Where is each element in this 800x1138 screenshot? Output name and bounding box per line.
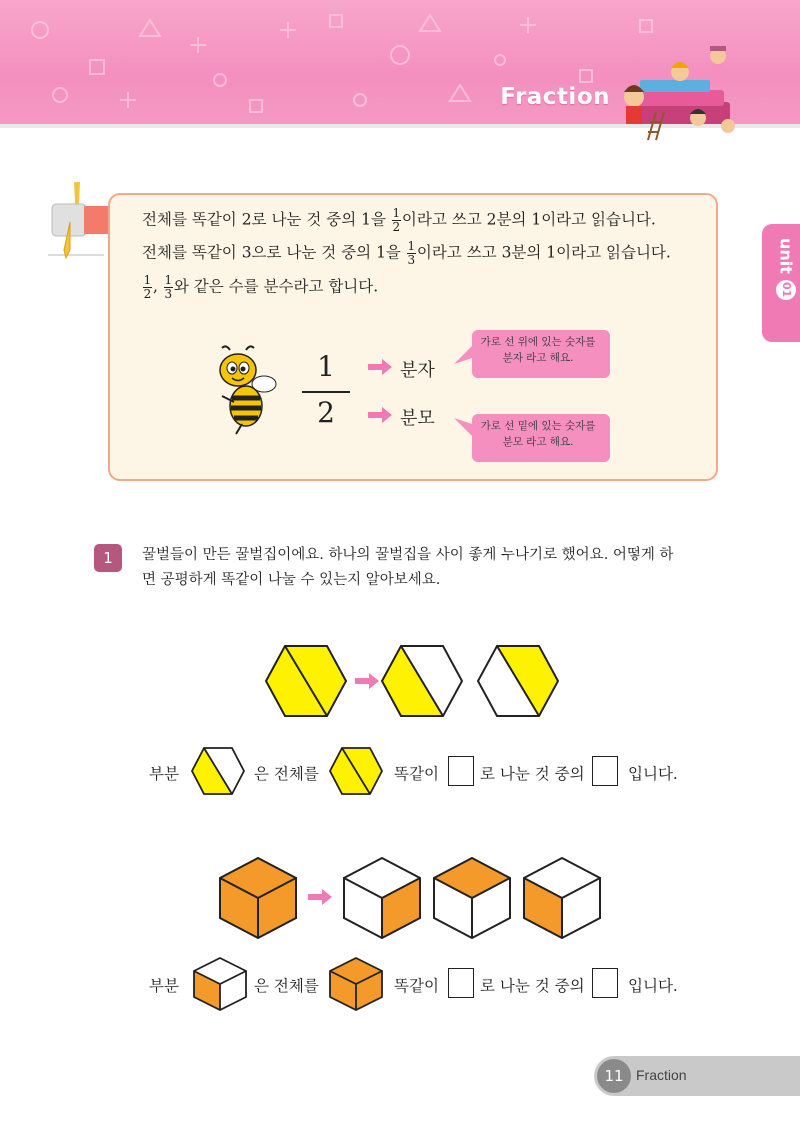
sentence-1-whole: 은 전체를 (254, 765, 319, 783)
hexagon-third-bottom-left-orange (520, 856, 604, 940)
arrow-right-icon (306, 888, 334, 906)
fraction-denominator: 2 (392, 220, 401, 234)
hexagon-whole-small-yellow (328, 746, 384, 796)
fraction-separator: , (153, 277, 163, 296)
denominator-label: 분모 (400, 408, 435, 429)
answer-blank-divisor[interactable] (448, 756, 474, 786)
unit-number: 01 (776, 280, 796, 300)
info-line-2-text-b: 이라고 쓰고 3분의 1이라고 읽습니다. (416, 243, 671, 262)
page-number: 11 (597, 1059, 631, 1093)
fraction-numerator: 1 (143, 273, 152, 287)
hexagon-half-left-yellow (380, 644, 464, 718)
sentence-2-divided: 로 나눈 것 중의 (480, 977, 585, 995)
fraction-bar (302, 391, 350, 393)
fraction-denominator: 3 (407, 253, 416, 267)
sentence-2-whole: 은 전체를 (254, 977, 319, 995)
header-title: Fraction (500, 84, 610, 110)
info-line-3 (142, 274, 378, 301)
info-line-2-text-a: 전체를 똑같이 3으로 나눈 것 중의 1을 (142, 243, 406, 262)
info-line-1-text-a: 전체를 똑같이 2로 나눈 것 중의 1을 (142, 210, 391, 229)
arrow-right-icon (353, 672, 381, 690)
fraction-numerator: 1 (164, 273, 173, 287)
arrow-right-icon (366, 406, 394, 424)
bee-mascot-icon (212, 344, 282, 436)
fraction-one-half (143, 274, 152, 301)
info-line-3-text-b: 와 같은 수를 분수라고 합니다. (173, 277, 379, 296)
sentence-2-end: 입니다. (628, 977, 678, 995)
kids-reading-illustration-icon (610, 42, 740, 142)
arrow-right-icon (366, 358, 394, 376)
sentence-1-part: 부분 (149, 765, 179, 783)
fraction-one-half (392, 207, 401, 234)
hexagon-third-bottom-right-orange (340, 856, 424, 940)
hexagon-whole-small-orange (328, 956, 384, 1012)
info-line-1-text-b: 이라고 쓰고 2분의 1이라고 읽습니다. (401, 210, 656, 229)
fraction-numerator: 1 (392, 206, 401, 220)
info-line-1 (142, 207, 656, 234)
hexagon-whole-yellow (264, 644, 348, 718)
thumbs-up-icon (44, 178, 114, 268)
fraction-denominator: 2 (143, 287, 152, 301)
unit-tab-label (771, 238, 800, 328)
speech-bubble-top-text: 가로 선 위에 있는 숫자를 분자 라고 해요. (480, 336, 596, 364)
example-numerator: 1 (317, 350, 335, 383)
unit-label: unit (776, 238, 796, 274)
answer-blank-part[interactable] (592, 756, 618, 786)
concept-info-box (108, 193, 718, 481)
sentence-1-equal: 똑같이 (394, 765, 439, 783)
sentence-1-divided: 로 나눈 것 중의 (480, 765, 585, 783)
hexagon-half-right-yellow (476, 644, 560, 718)
sentence-2-equal: 똑같이 (394, 977, 439, 995)
hexagon-whole-orange (216, 856, 300, 940)
fraction-one-third (164, 274, 173, 301)
sentence-2-part: 부분 (149, 977, 179, 995)
example-denominator: 2 (317, 396, 335, 429)
answer-blank-part-2[interactable] (592, 968, 618, 998)
question-text-line-2: 면 공평하게 똑같이 나눌 수 있는지 알아보세요. (142, 572, 441, 588)
answer-blank-divisor-2[interactable] (448, 968, 474, 998)
question-number-badge: 1 (94, 544, 122, 572)
numerator-label: 분자 (400, 360, 435, 381)
fraction-one-third (407, 240, 416, 267)
hexagon-third-small-orange (192, 956, 248, 1012)
hexagon-half-small-yellow (190, 746, 246, 796)
footer-label: Fraction (636, 1067, 687, 1083)
hexagon-third-top-orange (430, 856, 514, 940)
question-text-line-1: 꿀벌들이 만든 꿀벌집이에요. 하나의 꿀벌집을 사이 좋게 누나기로 했어요. 어떻게 하 (142, 547, 674, 563)
speech-bubble-bottom-text: 가로 선 밑에 있는 숫자를 분모 라고 해요. (480, 420, 596, 448)
fraction-numerator: 1 (407, 239, 416, 253)
info-line-2 (142, 240, 671, 267)
sentence-1-end: 입니다. (628, 765, 678, 783)
fraction-denominator: 3 (164, 287, 173, 301)
